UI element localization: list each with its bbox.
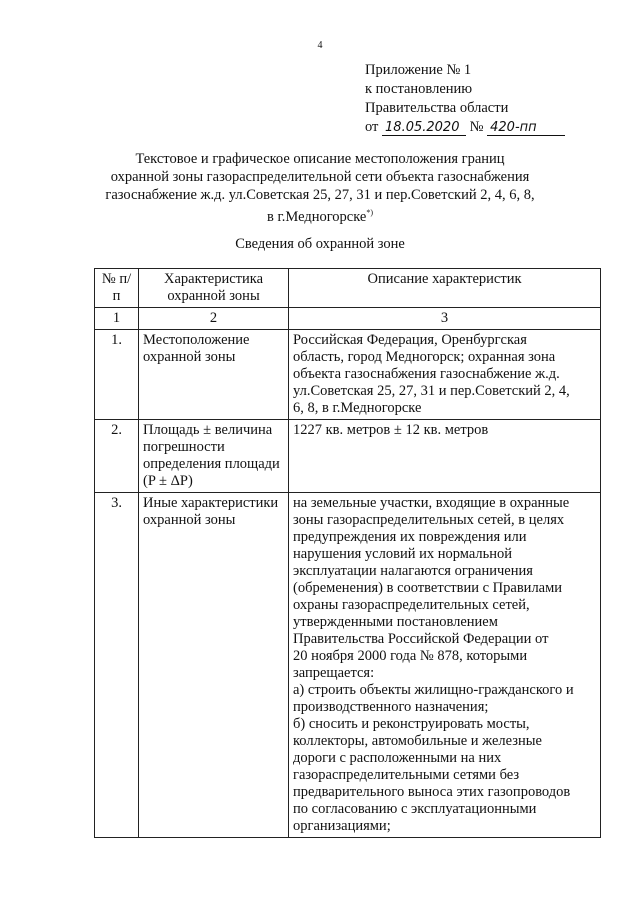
col-number-1: 1 [95, 308, 139, 330]
row-description [289, 420, 601, 493]
description-line: ул.Советская 25, 27, 31 и пер.Советский 2, 4, [293, 383, 570, 399]
handwritten-number: 420-пп [487, 121, 565, 136]
description-line: производственного назначения; [293, 699, 489, 715]
page-number: 4 [317, 40, 323, 51]
description-line: охраны газораспределительных сетей, [293, 597, 530, 613]
description-line: коллекторы, автомобильные и железные [293, 733, 542, 749]
title-line-4: в г.Медногорске*) [266, 208, 374, 225]
description-line: запрещается: [293, 665, 375, 681]
description-line: Российская Федерация, Оренбургская [293, 332, 527, 348]
description-line: область, город Медногорск; охранная зона [293, 349, 556, 365]
col-number-3: 3 [289, 308, 601, 330]
appendix-line-1: Приложение № 1 [365, 62, 472, 78]
description-line: (обременения) в соответствии с Правилами [293, 580, 563, 596]
header-num: № п/п [95, 269, 139, 308]
row-num: 3. [95, 493, 139, 838]
column-number-row [95, 308, 601, 330]
table-row [95, 330, 601, 420]
appendix-line-2: к постановлению [365, 81, 473, 97]
description-line: а) строить объекты жилищно-гражданского и [293, 682, 574, 698]
description-line: 1227 кв. метров ± 12 кв. метров [293, 422, 489, 438]
description-line: организациями; [293, 818, 391, 834]
description-line: утвержденными постановлением [293, 614, 498, 630]
title-line-2: охранной зоны газораспределительной сети объекта газоснабжения [110, 169, 530, 185]
row-characteristic: Местоположение охранной зоны [139, 330, 289, 420]
description-line: предварительного выноса этих газопроводов [293, 784, 571, 800]
date-prefix: от [365, 119, 379, 135]
row-description [289, 330, 601, 420]
row-characteristic: Площадь ± величина погрешности определения площади (P ± ΔP) [139, 420, 289, 493]
title-line-3: газоснабжение ж.д. ул.Советская 25, 27, 31 и пер.Советский 2, 4, 6, 8, [105, 187, 535, 203]
title-line-1: Текстовое и графическое описание местоположения границ [135, 151, 505, 167]
description-line: предупреждения их повреждения или [293, 529, 527, 545]
header-description: Описание характеристик [289, 269, 601, 308]
handwritten-date: 18.05.2020 [382, 121, 466, 136]
appendix-block [365, 61, 565, 137]
description-line: нарушения условий их нормальной [293, 546, 513, 562]
appendix-date-line [365, 118, 565, 137]
zone-table [94, 268, 601, 838]
table-row [95, 493, 601, 838]
description-line: 20 ноября 2000 года № 878, которыми [293, 648, 528, 664]
description-line: зоны газораспределительных сетей, в целях [293, 512, 565, 528]
footnote-mark: *) [366, 208, 374, 217]
description-line: объекта газоснабжения газоснабжение ж.д. [293, 366, 560, 382]
col-number-2: 2 [139, 308, 289, 330]
description-line: газораспределительными сетями без [293, 767, 520, 783]
description-line: 6, 8, в г.Медногорске [293, 400, 422, 416]
section-subtitle: Сведения об охранной зоне [235, 236, 405, 252]
header-characteristic: Характеристика охранной зоны [139, 269, 289, 308]
number-sign: № [469, 119, 484, 135]
table-row [95, 420, 601, 493]
row-num: 1. [95, 330, 139, 420]
description-line: дороги с расположенными на них [293, 750, 502, 766]
appendix-line-3: Правительства области [365, 100, 509, 116]
description-line: б) сносить и реконструировать мосты, [293, 716, 530, 732]
description-line: эксплуатации налагаются ограничения [293, 563, 533, 579]
description-line: на земельные участки, входящие в охранные [293, 495, 570, 511]
row-characteristic: Иные характеристики охранной зоны [139, 493, 289, 838]
table-header-row [95, 269, 601, 308]
description-line: по согласованию с эксплуатационными [293, 801, 537, 817]
row-num: 2. [95, 420, 139, 493]
document-title [100, 150, 540, 226]
description-line: Правительства Российской Федерации от [293, 631, 549, 647]
row-description [289, 493, 601, 838]
